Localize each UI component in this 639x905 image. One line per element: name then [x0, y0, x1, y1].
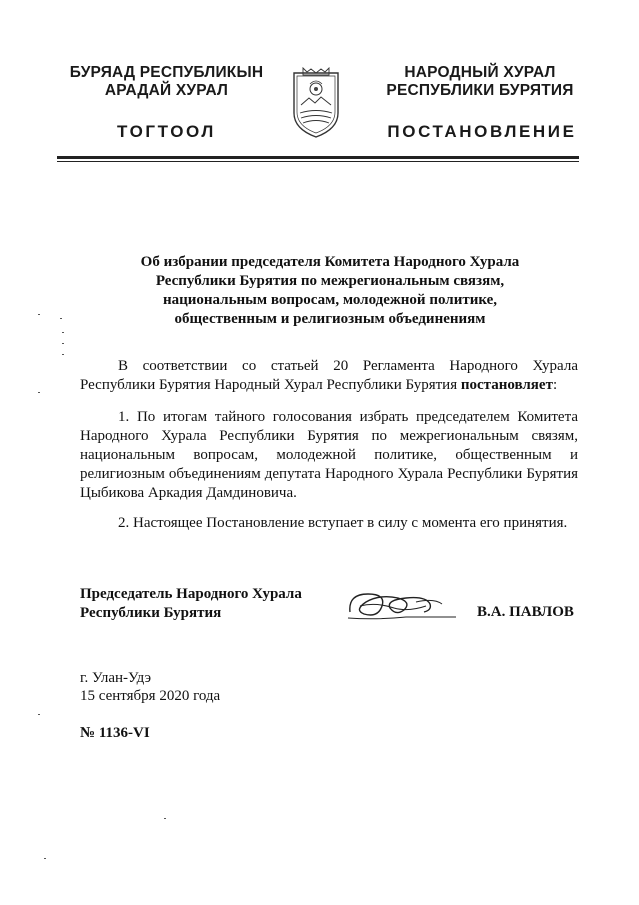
date: 15 сентября 2020 года — [80, 688, 221, 704]
item-2-text: 2. Настоящее Постановление вступает в силу с момента его принятия. — [118, 515, 568, 531]
coat-of-arms-icon — [291, 67, 341, 139]
title-line: национальным вопросам, молодежной политике, — [162, 292, 498, 308]
item-1-text: 1. По итогам тайного голосования избрать председателем Комитета Народного Хурала Республики Бурятия по межрегиональным связям, национальным вопросам, молодежной политике, общественным и религиозным объединениям депутата Народного Хурала Республики Бурятия Цыбикова Аркадия Дамдиновича. — [80, 409, 578, 501]
header-left-line-1: БУРЯАД РЕСПУБЛИКЫН — [69, 64, 264, 81]
scan-speck — [38, 392, 40, 393]
signatory-position-line-2: Республики Бурятия — [80, 605, 222, 621]
header-left-line-2: АРАДАЙ ХУРАЛ — [104, 82, 229, 99]
title-line: Республики Бурятия по межрегиональным связям, — [155, 273, 505, 289]
header-divider-thin — [57, 161, 579, 162]
header-left — [64, 64, 269, 141]
intro-end: : — [552, 377, 558, 393]
scan-speck — [62, 332, 64, 333]
header-right — [375, 64, 585, 141]
document-title — [80, 253, 580, 329]
header-left-doc-type: ТОГТООЛ — [117, 122, 216, 141]
signatory-position-line-1: Председатель Народного Хурала — [80, 586, 302, 602]
item-2-paragraph — [80, 514, 578, 533]
intro-text: В соответствии со статьей 20 Регламента Народного Хурала Республики Бурятия Народный Хурал Республики Бурятия — [80, 358, 578, 393]
header-divider-thick — [57, 156, 579, 159]
scan-speck — [164, 818, 166, 819]
signatory-position — [80, 585, 302, 623]
item-1-paragraph — [80, 408, 578, 503]
scan-speck — [44, 858, 46, 859]
header-right-line-2: РЕСПУБЛИКИ БУРЯТИЯ — [386, 82, 574, 99]
scan-speck — [60, 318, 62, 319]
intro-paragraph — [80, 357, 578, 395]
city: г. Улан-Удэ — [80, 670, 152, 686]
scan-speck — [62, 343, 64, 344]
intro-bold-word: постановляет — [460, 377, 553, 393]
signatory-name: В.А. ПАВЛОВ — [477, 604, 574, 620]
scan-speck — [38, 714, 40, 715]
header-right-doc-type: ПОСТАНОВЛЕНИЕ — [387, 122, 577, 141]
document-number: № 1136-VI — [80, 725, 150, 741]
place-and-date — [80, 669, 220, 705]
scan-speck — [38, 314, 40, 315]
header-right-line-1: НАРОДНЫЙ ХУРАЛ — [404, 64, 556, 81]
title-line: общественным и религиозным объединениям — [174, 311, 486, 327]
handwritten-signature-icon — [346, 586, 458, 624]
title-line: Об избрании председателя Комитета Народного Хурала — [140, 254, 520, 270]
scan-speck — [62, 354, 64, 355]
